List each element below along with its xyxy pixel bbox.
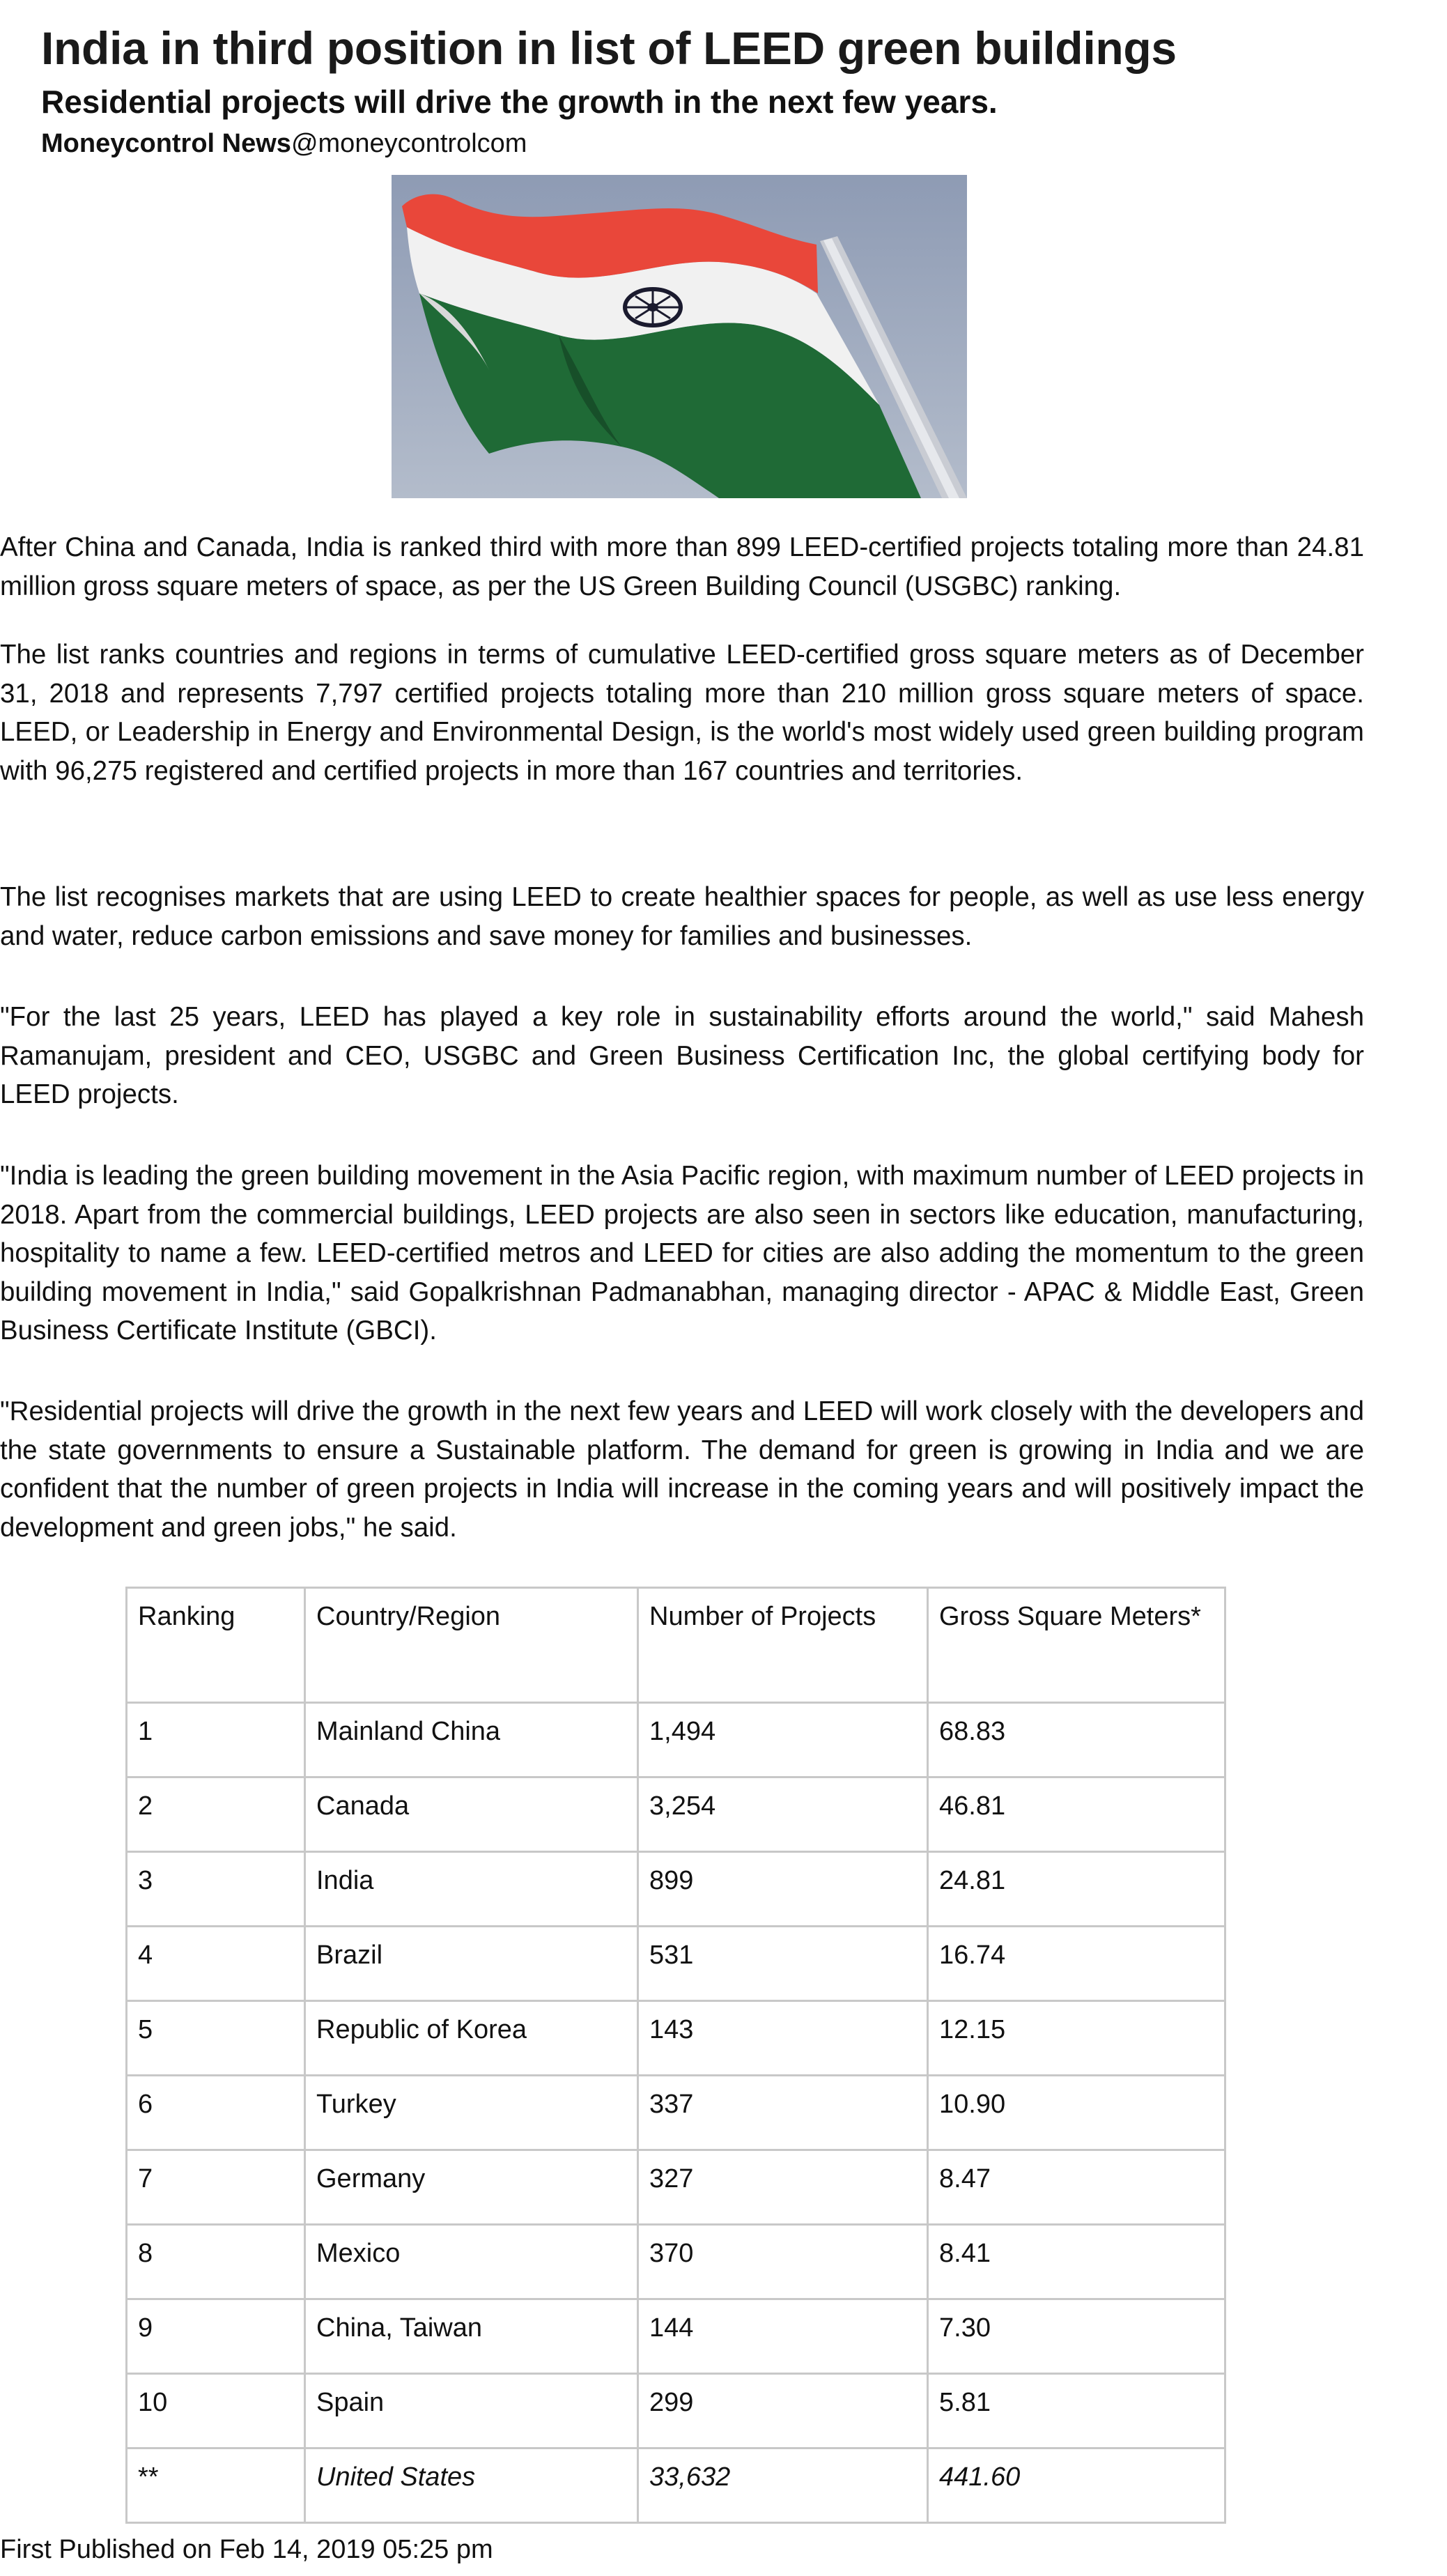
cell-ranking: 4 xyxy=(127,1927,305,2001)
cell-ranking: 2 xyxy=(127,1777,305,1852)
cell-ranking: 8 xyxy=(127,2225,305,2299)
headline: India in third position in list of LEED green buildings xyxy=(41,22,1177,74)
table-row xyxy=(127,2374,1225,2448)
cell-country: Germany xyxy=(305,2150,638,2225)
cell-ranking: 1 xyxy=(127,1703,305,1777)
cell-gross-sqm: 12.15 xyxy=(928,2001,1225,2076)
cell-gross-sqm: 7.30 xyxy=(928,2299,1225,2374)
cell-ranking: 7 xyxy=(127,2150,305,2225)
table-header-row xyxy=(127,1588,1225,1703)
cell-ranking: 9 xyxy=(127,2299,305,2374)
india-flag-photo xyxy=(392,175,967,498)
cell-country: Canada xyxy=(305,1777,638,1852)
cell-ranking: 10 xyxy=(127,2374,305,2448)
table-row xyxy=(127,1927,1225,2001)
cell-ranking: 6 xyxy=(127,2076,305,2150)
cell-gross-sqm: 68.83 xyxy=(928,1703,1225,1777)
paragraph-1: After China and Canada, India is ranked third with more than 899 LEED-certified projects totaling more than 24.81 million gross square meters of space, as per the US Green Building Council (USGBC) ranking. xyxy=(0,532,1364,601)
published-date: First Published on Feb 14, 2019 05:25 pm xyxy=(0,2535,493,2564)
cell-gross-sqm: 5.81 xyxy=(928,2374,1225,2448)
cell-gross-sqm: 10.90 xyxy=(928,2076,1225,2150)
table-row xyxy=(127,1777,1225,1852)
cell-ranking: 5 xyxy=(127,2001,305,2076)
cell-projects: 143 xyxy=(638,2001,928,2076)
header-country: Country/Region xyxy=(305,1588,638,1703)
cell-projects: 33,632 xyxy=(638,2448,928,2523)
cell-country: United States xyxy=(305,2448,638,2523)
byline-author: Moneycontrol News xyxy=(41,129,291,158)
cell-country: Mainland China xyxy=(305,1703,638,1777)
cell-projects: 1,494 xyxy=(638,1703,928,1777)
table-row xyxy=(127,2299,1225,2374)
cell-projects: 337 xyxy=(638,2076,928,2150)
cell-gross-sqm: 8.47 xyxy=(928,2150,1225,2225)
flag-illustration xyxy=(392,175,967,498)
table-row xyxy=(127,1703,1225,1777)
cell-projects: 899 xyxy=(638,1852,928,1927)
table-row xyxy=(127,2225,1225,2299)
cell-gross-sqm: 441.60 xyxy=(928,2448,1225,2523)
paragraph-6: "Residential projects will drive the growth in the next few years and LEED will work closely with the developers and the state governments to ensure a Sustainable platform. The demand for green is growing in India and we are confident that the number of green projects in India will increase in the coming years and will positively impact the development and green jobs," he said. xyxy=(0,1396,1364,1543)
cell-country: Spain xyxy=(305,2374,638,2448)
paragraph-2: The list ranks countries and regions in terms of cumulative LEED-certified gross square meters as of December 31, 2018 and represents 7,797 certified projects totaling more than 210 million gross square meters of space. LEED, or Leadership in Energy and Environmental Design, is the world's most widely used green building program with 96,275 registered and certified projects in more than 167 countries and territories. xyxy=(0,640,1364,786)
cell-country: Brazil xyxy=(305,1927,638,2001)
cell-projects: 3,254 xyxy=(638,1777,928,1852)
cell-projects: 327 xyxy=(638,2150,928,2225)
table-row xyxy=(127,2076,1225,2150)
cell-projects: 144 xyxy=(638,2299,928,2374)
header-ranking: Ranking xyxy=(127,1588,305,1703)
cell-gross-sqm: 24.81 xyxy=(928,1852,1225,1927)
cell-country: India xyxy=(305,1852,638,1927)
cell-country: Turkey xyxy=(305,2076,638,2150)
paragraph-4: "For the last 25 years, LEED has played a key role in sustainability efforts around the world," said Mahesh Ramanujam, president and CEO, USGBC and Green Business Certification Inc, the global certifying body for LEED projects. xyxy=(0,1002,1364,1109)
header-projects: Number of Projects xyxy=(638,1588,928,1703)
header-gross-sqm: Gross Square Meters* xyxy=(928,1588,1225,1703)
table-row xyxy=(127,2001,1225,2076)
subheadline: Residential projects will drive the growth in the next few years. xyxy=(41,84,998,120)
table-row xyxy=(127,2150,1225,2225)
byline-handle: @moneycontrolcom xyxy=(291,129,527,158)
cell-country: China, Taiwan xyxy=(305,2299,638,2374)
table-row xyxy=(127,1852,1225,1927)
cell-gross-sqm: 16.74 xyxy=(928,1927,1225,2001)
cell-projects: 370 xyxy=(638,2225,928,2299)
table-row-united-states xyxy=(127,2448,1225,2523)
paragraph-3: The list recognises markets that are using LEED to create healthier spaces for people, as well as use less energy and water, reduce carbon emissions and save money for families and businesses. xyxy=(0,882,1364,951)
cell-projects: 299 xyxy=(638,2374,928,2448)
cell-gross-sqm: 8.41 xyxy=(928,2225,1225,2299)
paragraph-5: "India is leading the green building movement in the Asia Pacific region, with maximum number of LEED projects in 2018. Apart from the commercial buildings, LEED projects are also seen in sectors like education, manufacturing, hospitality to name a few. LEED-certified metros and LEED for cities are also adding the momentum to the green building movement in India," said Gopalkrishnan Padmanabhan, managing director - APAC & Middle East, Green Business Certificate Institute (GBCI). xyxy=(0,1161,1364,1345)
cell-gross-sqm: 46.81 xyxy=(928,1777,1225,1852)
cell-projects: 531 xyxy=(638,1927,928,2001)
byline xyxy=(41,125,1405,162)
cell-ranking: ** xyxy=(127,2448,305,2523)
cell-ranking: 3 xyxy=(127,1852,305,1927)
cell-country: Mexico xyxy=(305,2225,638,2299)
leed-ranking-table xyxy=(125,1587,1226,2524)
cell-country: Republic of Korea xyxy=(305,2001,638,2076)
article xyxy=(41,18,1405,162)
